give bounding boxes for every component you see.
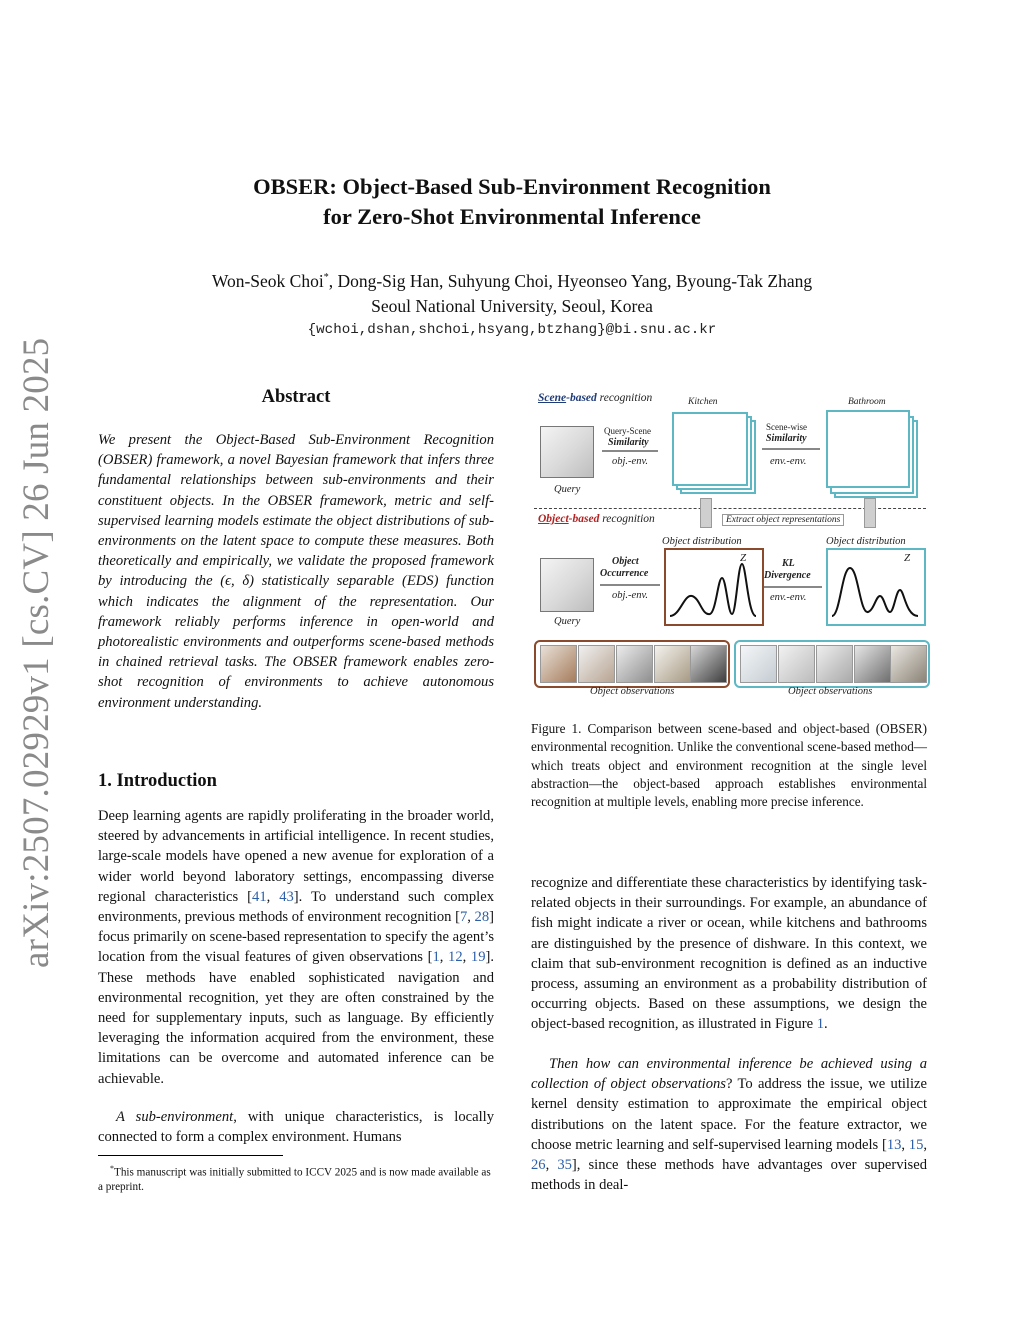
bathroom-scene-image bbox=[826, 410, 910, 488]
object-occurrence-label-2: Occurrence bbox=[600, 568, 649, 579]
observation-image bbox=[654, 645, 691, 683]
based-word: based bbox=[572, 513, 600, 525]
footnote-text: This manuscript was initially submitted to ICCV 2025 and is now made available as a preprint. bbox=[98, 1166, 491, 1193]
observation-image bbox=[890, 645, 927, 683]
citation-link[interactable]: 7 bbox=[459, 909, 468, 926]
author-emails: {wchoi,dshan,shchoi,hsyang,btzhang}@bi.snu.ac.kr bbox=[307, 322, 717, 338]
object-observations-label-right: Object observations bbox=[788, 686, 873, 697]
observation-image bbox=[854, 645, 891, 683]
observation-image bbox=[740, 645, 777, 683]
first-author: Won-Seok Choi bbox=[211, 271, 324, 291]
observation-image bbox=[578, 645, 615, 683]
figure-ref-link[interactable]: 1 bbox=[816, 1016, 825, 1033]
figure-1 bbox=[530, 388, 930, 706]
query-scene-label: Query-Scene bbox=[604, 426, 651, 436]
kitchen-label: Kitchen bbox=[688, 397, 718, 407]
query-label-bottom: Query bbox=[554, 616, 581, 627]
footnote-mark: * bbox=[110, 1164, 114, 1173]
citation-link[interactable]: 35 bbox=[557, 1157, 572, 1174]
citation-link[interactable]: 43 bbox=[279, 888, 294, 905]
intro-text: Deep learning agents are rapidly proliferating in the broader world, steered by advancements in artificial intelligence. In recent studies, large-scale models have opened a new avenue for exploration of a wider world beyond laboratory settings, encompassing diverse regional characteristics [ bbox=[98, 808, 494, 905]
double-arrow-icon bbox=[762, 448, 820, 450]
footnote bbox=[98, 1162, 494, 1194]
observation-image bbox=[616, 645, 653, 683]
query-image-top bbox=[540, 426, 594, 478]
scene-based-label bbox=[538, 392, 652, 404]
other-authors: , Dong-Sig Han, Suhyung Choi, Hyeonseo Yang, Byoung-Tak Zhang bbox=[328, 271, 813, 291]
citation-link[interactable]: 13 bbox=[886, 1136, 902, 1153]
observation-image bbox=[816, 645, 853, 683]
abstract-heading: Abstract bbox=[261, 387, 331, 407]
kl-label-1: KL bbox=[782, 558, 795, 569]
citation-link[interactable]: 28 bbox=[474, 909, 490, 926]
authors bbox=[0, 271, 1024, 292]
section-heading-introduction: 1. Introduction bbox=[98, 771, 217, 791]
dash: - bbox=[566, 392, 570, 404]
observation-image bbox=[690, 645, 727, 683]
paper-title-line-2: for Zero-Shot Environmental Inference bbox=[323, 204, 701, 229]
object-observations-label-left: Object observations bbox=[590, 686, 675, 697]
kl-label-2: Divergence bbox=[764, 570, 811, 581]
obj-env-label-top: obj.-env. bbox=[612, 456, 648, 467]
intro-paragraph-1: Deep learning agents are rapidly proliferating in the broader world, steered by advancements in artificial intelligence. In recent studies, large-scale models have opened a new avenue for exploration of a wider world beyond laboratory settings, encompassing diverse regional characteristics [41, 43]. To understand such complex environments, previous methods of environment recognition [7, 28] focus primarily on scene-based representation to specify the agent’s location from the visual features of given observations [1, 12, 19]. These methods have enabled sophisticated navigation and environmental recognition, yet they are often constrained by the need for supplementary inputs, such as language. By efficiently leveraging the information acquired from the environment, these limitations can be overcome and automated inference can be achievable. bbox=[98, 808, 495, 1087]
similarity-label-2: Similarity bbox=[766, 433, 807, 444]
citation-link[interactable]: 12 bbox=[448, 949, 463, 966]
intro-text: ]. To understand such complex environments, previous methods of environment recognition [ bbox=[98, 888, 495, 926]
footnote-rule bbox=[98, 1155, 283, 1156]
bathroom-distribution-box bbox=[826, 548, 926, 626]
body-text: ? To address the issue, we utilize kernel density estimation to approximate the empirical object distributions on the latent space. For the feature extractor, we choose metric learning and self-supervised learning models [ bbox=[531, 1076, 927, 1153]
paper-title-line-1: OBSER: Object-Based Sub-Environment Recognition bbox=[253, 174, 771, 199]
intro-paragraph-2 bbox=[98, 1107, 494, 1147]
citation-link[interactable]: 41 bbox=[252, 888, 267, 905]
double-arrow-icon bbox=[602, 450, 658, 452]
body-text: recognize and differentiate these characteristics by identifying task-related objects in their surroundings. For example, an abundance of fish might indicate a river or ocean, while kitchens and bathrooms are distinguished by the presence of dishware. In this context, we claim that sub-environment recognition is defined as an inductive process, assuming an environment as a probability distribution of occurring objects. Based on these assumptions, we design the object-based recognition, as illustrated in Figure bbox=[531, 875, 927, 1033]
author-footnote-mark: * bbox=[323, 272, 329, 284]
kitchen-observations-strip bbox=[534, 640, 730, 688]
object-based-label bbox=[538, 513, 655, 525]
double-arrow-icon bbox=[600, 584, 660, 586]
dash: - bbox=[568, 513, 573, 525]
kitchen-distribution-box bbox=[664, 548, 764, 626]
object-occurrence-label-1: Object bbox=[612, 556, 639, 567]
right-paragraph-2: Then how can environmental inference be achieved using a collection of object observations? To address the issue, we utilize kernel density estimation to approximate the empirical object distributions on the latent space. For the feature extractor, we choose metric learning and self-supervised learning models [13, 15, 26, 35], since these methods have advantages over supervised methods in deal- bbox=[531, 1056, 928, 1194]
intro-text: ]. These methods have enabled sophisticated navigation and environmental recognition, yet they are often constrained by the need for supplementary inputs, such as language. By efficiently leveraging the information acquired from the environment, these limitations can be overcome and automated inference can be achievable. bbox=[98, 949, 495, 1087]
affiliation: Seoul National University, Seoul, Korea bbox=[371, 296, 653, 316]
emphasis-text: Then how can environmental inference be achieved using a collection of object observations bbox=[531, 1056, 927, 1093]
object-word: Object bbox=[538, 513, 569, 525]
figure-1-caption: Figure 1. Comparison between scene-based and object-based (OBSER) environmental recognition. Unlike the conventional scene-based method—which treats object and environment recognition at the single level abstraction—the object-based approach establishes environmental recognition at multiple levels, enabling more precise inference. bbox=[531, 721, 927, 810]
object-distribution-label-left: Object distribution bbox=[662, 536, 742, 547]
bathroom-observations-strip bbox=[734, 640, 930, 688]
citation-link[interactable]: 26 bbox=[531, 1157, 546, 1174]
extract-representations-box: Extract object representations bbox=[722, 514, 844, 526]
bathroom-label: Bathroom bbox=[848, 397, 886, 407]
similarity-label-1: Similarity bbox=[608, 437, 649, 448]
emphasis-text: A sub-environment bbox=[116, 1109, 234, 1125]
citation-link[interactable]: 19 bbox=[470, 949, 486, 966]
citation-link[interactable]: 1 bbox=[432, 949, 440, 966]
body-text: ], since these methods have advantages over supervised methods in deal- bbox=[531, 1157, 928, 1194]
object-distribution-label-right: Object distribution bbox=[826, 536, 906, 547]
observation-image bbox=[778, 645, 815, 683]
based-word: based bbox=[569, 392, 597, 404]
obj-env-label-bottom: obj.-env. bbox=[612, 590, 648, 601]
citation-link[interactable]: 15 bbox=[908, 1136, 924, 1153]
env-env-label-top: env.-env. bbox=[770, 456, 807, 467]
right-paragraph-1 bbox=[531, 873, 927, 1035]
kitchen-density-curve bbox=[666, 550, 762, 624]
down-arrow-icon bbox=[700, 498, 712, 528]
observation-image bbox=[540, 645, 577, 683]
abstract-text: We present the Object-Based Sub-Environment Recognition (OBSER) framework, a novel Bayesian framework that infers three fundamental relationships between sub-environments and their constituent objects. In the OBSER framework, metric and self-supervised learning models estimate the object distributions of sub-environments on the latent space to compute these measures. Both theoretically and empirically, we validate the proposed framework by introducing the (ϵ, δ) statistically separable (EDS) function which indicates the alignment of the representation. Our framework reliably performs inference in open-world and photorealistic environments and outperforms scene-based methods in chained retrieval tasks. The OBSER framework enables zero-shot recognition of environments to achieve autonomous environment understanding. bbox=[98, 432, 494, 711]
latent-space-z-left: Z bbox=[740, 552, 747, 564]
env-env-label-bottom: env.-env. bbox=[770, 592, 807, 603]
query-image-bottom bbox=[540, 558, 594, 612]
latent-space-z-right: Z bbox=[904, 552, 911, 564]
kitchen-scene-image bbox=[672, 412, 748, 486]
scene-wise-label: Scene-wise bbox=[766, 422, 807, 432]
intro-text: , with unique characteristics, is locally connected to form a complex environment. Humans bbox=[98, 1109, 495, 1146]
intro-text: ] focus primarily on scene-based representation to specify the agent’s location from the visual features of given observations [ bbox=[98, 909, 494, 966]
body-text: . bbox=[824, 1016, 828, 1033]
query-label-top: Query bbox=[554, 484, 581, 495]
arxiv-identifier: arXiv:2507.02929v1 [cs.CV] 26 Jun 2025 bbox=[16, 337, 57, 968]
recognition-word: recognition bbox=[599, 392, 653, 404]
double-arrow-icon bbox=[764, 586, 822, 588]
scene-word: Scene bbox=[538, 392, 567, 404]
down-arrow-icon bbox=[864, 498, 876, 528]
recognition-word: recognition bbox=[602, 513, 655, 525]
